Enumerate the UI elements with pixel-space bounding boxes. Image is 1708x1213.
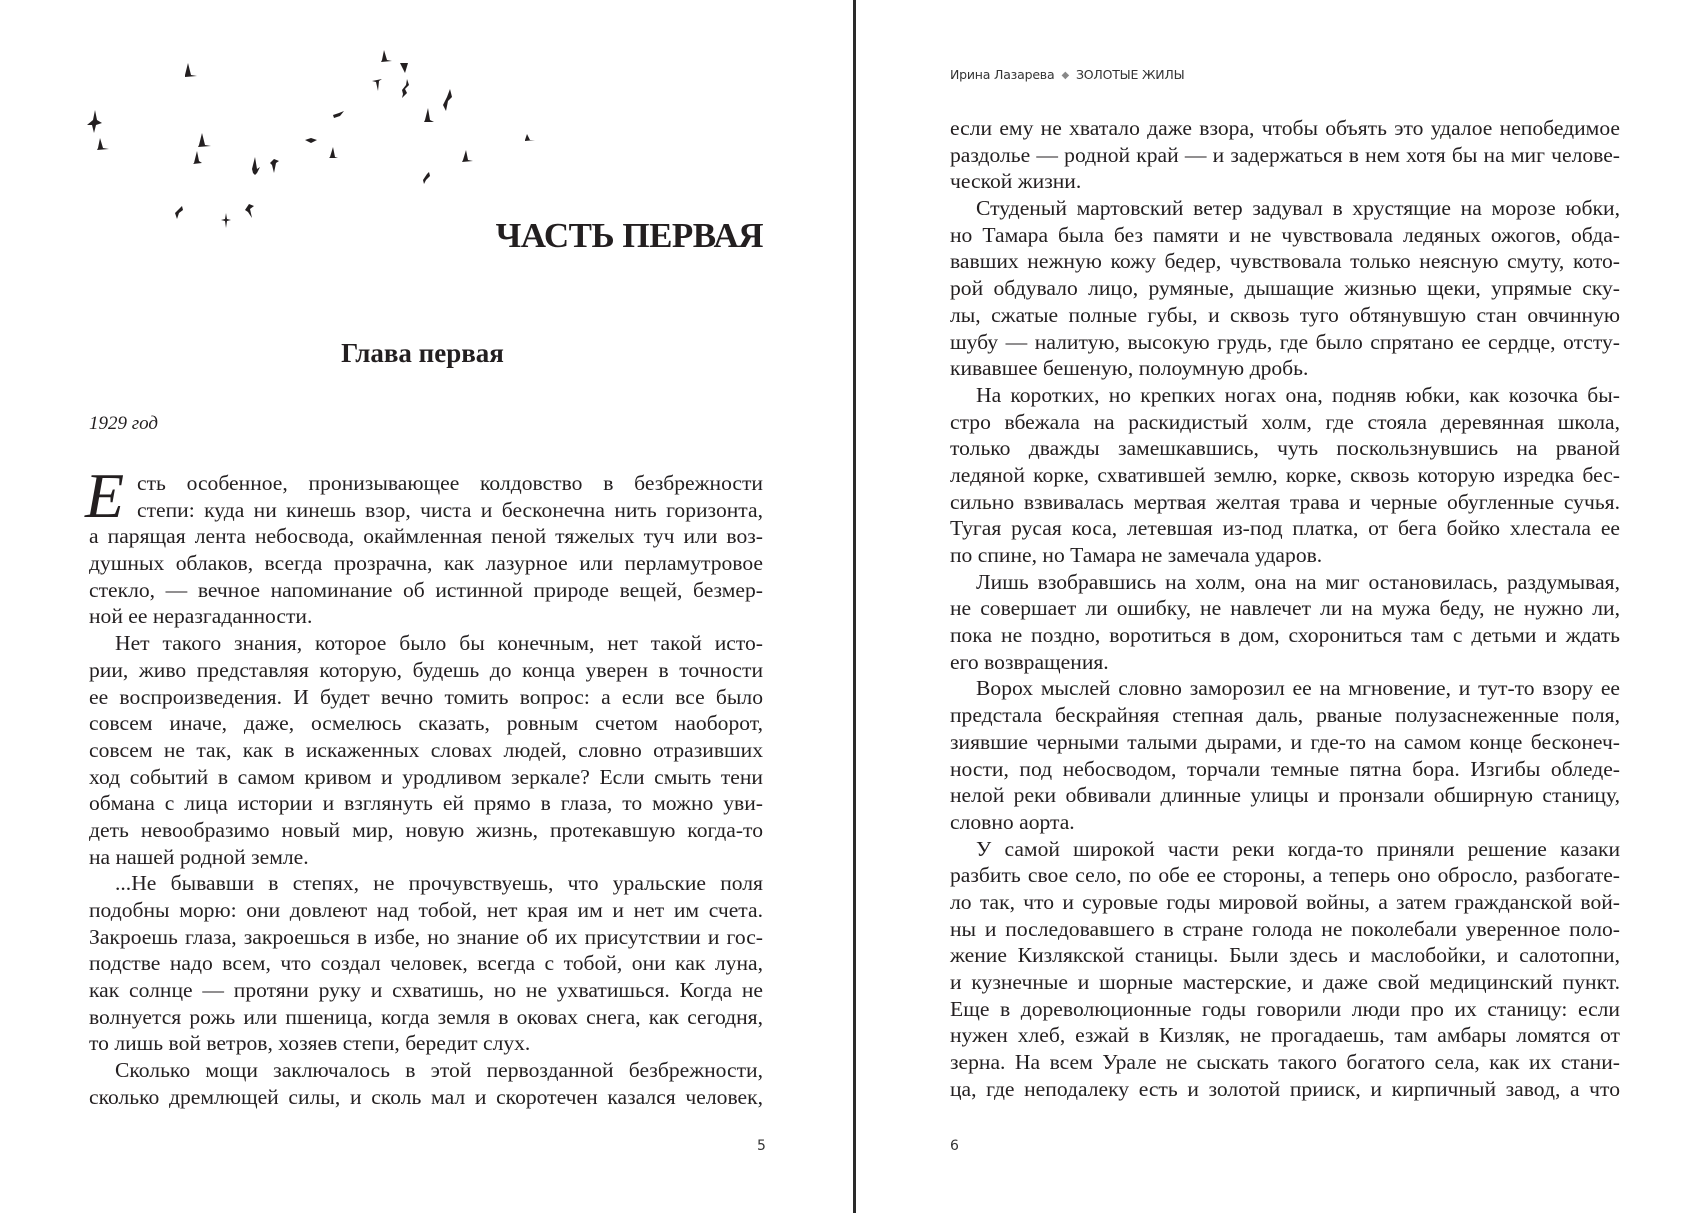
text-line: на нашей родной земле. [89, 844, 309, 869]
text-line: раздолье — родной край — и задержаться в нем хотя бы на миг челове- [950, 142, 1620, 167]
text-line: его возвращения. [950, 649, 1109, 674]
text-line: кивавшее бешеную, полоумную дробь. [950, 356, 1309, 381]
text-line: и кузнечные и шорные мастерские, и даже свой медицинский пункт. [950, 970, 1620, 994]
part-title: ЧАСТЬ ПЕРВАЯ [495, 216, 763, 255]
text-line: ческой жизни. [950, 169, 1082, 194]
text-line: словно аорта. [950, 809, 1075, 834]
chapter-title [0, 338, 853, 369]
diamond-bullet-icon: ◆ [1061, 70, 1069, 81]
text-line: обмана с лица истории и взглянуть ей прямо в глаза, то можно уви- [89, 791, 763, 816]
page-number-right: 6 [950, 1138, 959, 1154]
text-line: Лишь взобравшись на холм, она на миг остановилась, раздумывая, [976, 569, 1620, 594]
text-line: ее воспроизведения. И будет вечно томить вопрос: а если все было [89, 684, 763, 709]
text-line: Студеный мартовский ветер задувал в хрустящие на морозе юбки, [976, 196, 1620, 221]
text-line: зерна. На всем Урале не сыскать такого богатого села, как их стани- [950, 1050, 1620, 1075]
bird-icon [87, 50, 535, 228]
text-line: то лишь вой ветров, хозяев степи, бередит слух. [89, 1031, 531, 1056]
text-line: жение Кизлякской станицы. Были здесь и маслобойки, и салотопни, [950, 943, 1620, 968]
text-line: совсем иначе, даже, осмелюсь сказать, ровным счетом наоборот, [89, 711, 763, 736]
text-line: У самой широкой части реки когда-то приняли решение казаки [976, 836, 1620, 861]
text-line: пока не поздно, воротиться в дом, схорониться там с детьми и ждать [950, 623, 1620, 648]
text-line: Тугая русая коса, летевшая из-под платка, от бега бойко хлестала ее [950, 516, 1620, 541]
right-page [856, 0, 1708, 1213]
drop-cap: Е [85, 460, 125, 531]
text-line: деть невообразимо новый мир, новую жизнь, протекавшую когда-то [89, 817, 763, 842]
text-line: ца, где неподалеку есть и золотой прииск, и кирпичный завод, а что [950, 1076, 1620, 1101]
page-number-left: 5 [757, 1138, 766, 1154]
text-line: рии, живо представляя которую, будешь до конца уверен в точности [89, 657, 763, 682]
text-line: ...Не бывавши в степях, не прочувствуешь, что уральские поля [115, 871, 763, 896]
text-line: вавших нежную кожу бедер, чувствовала только неясную смуту, кото- [950, 249, 1620, 274]
text-line: душных облаков, всегда прозрачна, как лазурное или перламутровое [89, 551, 763, 576]
left-body-text [85, 460, 763, 1111]
text-line: а парящая лента небосвода, окаймленная пеной тяжелых туч или воз- [89, 524, 763, 549]
running-head-author: Ирина Лазарева [950, 67, 1055, 82]
text-line: Еще в дореволюционные годы говорили люди про их станицу: если [950, 996, 1620, 1021]
text-line: сть особенное, пронизывающее колдовство в безбрежности [137, 471, 763, 495]
flock-of-birds-illustration [80, 45, 620, 245]
text-line: ности, под небосводом, торчали темные пятна бора. Изгибы обледе- [950, 756, 1620, 781]
right-body-text [950, 115, 1620, 1102]
text-line: подобны морю: они довлеют над тобой, нет края им и нет им счета. [89, 898, 763, 922]
chapter-date: 1929 год [89, 413, 159, 434]
text-line: если ему не хватало даже взора, чтобы объять это удалое непобедимое [950, 116, 1620, 140]
text-line: ны и последовавшего в стране голода не поколебали уверенное поло- [950, 916, 1620, 941]
text-line: не совершает ли ошибку, не навлечет ли на мужа беду, не нужно ли, [950, 596, 1620, 621]
text-line: стекло, — вечное напоминание об истинной природе вещей, безмер- [89, 577, 763, 602]
text-line: разбить свое село, по обе ее стороны, а теперь оно обросло, разбогате- [950, 863, 1620, 888]
text-line: нелой реки обвивали длинные улицы и пронзали обширную станицу, [950, 783, 1620, 808]
text-line: волнуется рожь или пшеница, когда земля в оковах снега, как сегодня, [89, 1004, 763, 1029]
text-line: сколько дремлющей силы, и сколь мал и скоротечен казался человек, [89, 1084, 763, 1109]
text-line: лы, сжатые полные губы, и сквозь туго обтянувшую стан овчинную [950, 302, 1620, 327]
text-line: зиявшие черными талыми дырами, и где-то на самом конце бесконеч- [950, 729, 1620, 754]
left-page [0, 0, 853, 1213]
text-line: но Тамара была без памяти и не чувствовала ледяных ожогов, обда- [950, 222, 1620, 247]
text-line: Ворох мыслей словно заморозил ее на мгновение, и тут-то взору ее [976, 676, 1620, 701]
text-line: Закроешь глаза, закроешься в избе, но знание об их присутствии и гос- [89, 924, 763, 949]
running-head-book-title: ЗОЛОТЫЕ ЖИЛЫ [1075, 67, 1185, 82]
text-line: как солнце — протяни руку и схватишь, но не ухватишься. Когда не [89, 978, 763, 1003]
text-line: шубу — налитую, высокую грудь, где было спрятано ее сердце, отсту- [950, 329, 1620, 354]
text-line: рой обдувало лицо, румяные, дышащие жизнью щеки, упрямые ску- [950, 276, 1620, 301]
text-line: Нет такого знания, которое было бы конечным, нет такой исто- [115, 631, 763, 656]
text-line: подстве надо всем, что создал человек, всегда с тобой, они как луна, [89, 951, 763, 976]
text-line: На коротких, но крепких ногах она, подняв юбки, как козочка бы- [976, 382, 1620, 407]
text-line: ло так, что и суровые годы мировой войны, а затем гражданской вой- [950, 889, 1620, 914]
text-line: только дважды замешкавшись, чуть поскользнувшись на рваной [950, 436, 1620, 461]
text-line: ход событий в самом кривом и уродливом зеркале? Если смыть тени [89, 764, 763, 789]
text-line: предстала бескрайняя степная даль, рваные полузаснеженные поля, [950, 703, 1620, 728]
text-line: сильно взвивалась мертвая желтая трава и черные обугленные сучья. [950, 489, 1620, 514]
text-line: совсем не так, как в искаженных словах людей, словно отразивших [89, 737, 763, 762]
text-line: стро вбежала на раскидистый холм, где стояла деревянная школа, [950, 409, 1620, 434]
chapter-title-text: Глава первая [341, 338, 504, 368]
text-line: ледяной корке, схватившей землю, корке, сквозь которую изредка бес- [950, 462, 1620, 487]
text-line: степи: куда ни кинешь взор, чиста и бесконечна нить горизонта, [137, 497, 763, 522]
text-line: нужен хлеб, езжай в Кизляк, не прогадаешь, там амбары ломятся от [950, 1023, 1620, 1048]
text-line: по спине, но Тамара не замечала ударов. [950, 543, 1323, 567]
running-head [950, 67, 1184, 82]
text-line: Сколько мощи заключалось в этой первозданной безбрежности, [115, 1058, 763, 1083]
text-line: ной ее неразгаданности. [89, 604, 313, 629]
